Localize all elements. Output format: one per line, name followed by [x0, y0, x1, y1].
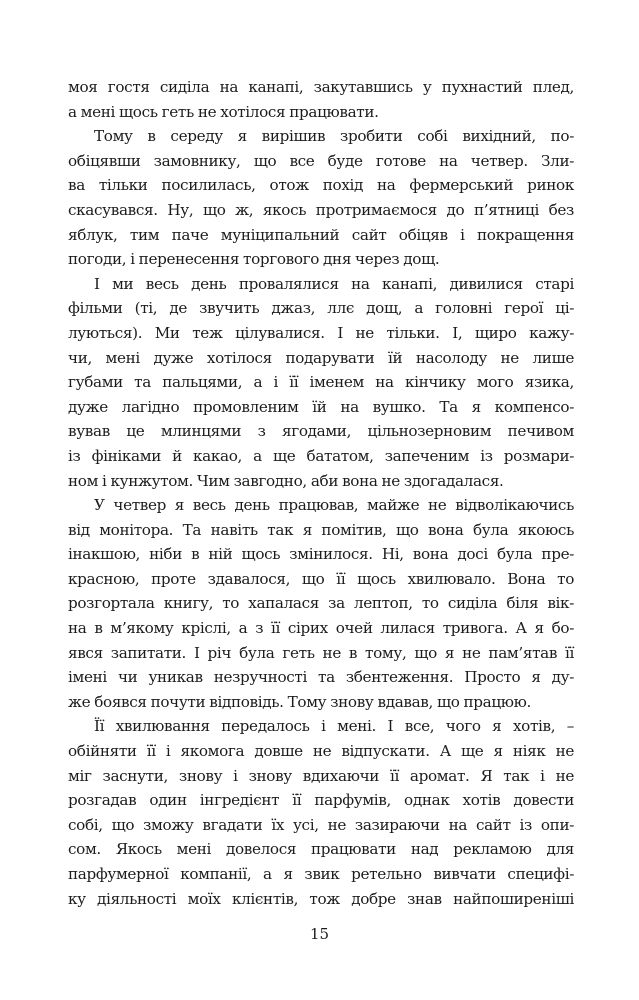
text-line: імені чи уникав незручності та збентеження. Просто я ду- — [68, 668, 574, 687]
text-line: обіцявши замовнику, що все буде готове на четвер. Зли- — [68, 151, 574, 170]
text-line: а мені щось геть не хотілося працювати. — [68, 102, 379, 121]
text-line: ном і кунжутом. Чим завгодно, аби вона не здогадалася. — [68, 471, 504, 490]
text-line: із фініками й какао, а ще бататом, запеченим із розмари- — [68, 446, 574, 465]
text-line: моя гостя сиділа на канапі, закутавшись у пухнастий плед, — [68, 78, 574, 96]
text-line: І ми весь день провалялися на канапі, дивилися старі — [94, 274, 574, 293]
text-line: обійняти її і якомога довше не відпускати. А ще я ніяк не — [68, 742, 574, 761]
text-line: Її хвилювання передалось і мені. І все, чого я хотів, – — [94, 717, 574, 736]
text-line: фільми (ті, де звучить джаз, ллє дощ, а головні герої ці- — [68, 299, 574, 318]
book-page-text — [68, 75, 574, 911]
text-line: У четвер я весь день працював, майже не відволікаючись — [94, 496, 574, 515]
text-line: від монітора. Та навіть так я помітив, що вона була якоюсь — [68, 520, 574, 539]
text-line: губами та пальцями, а і її іменем на кінчику мого язика, — [68, 373, 574, 392]
text-line: ку діяльності моїх клієнтів, тож добре знав найпоширеніші — [68, 889, 574, 908]
text-line: дуже лагідно промовленим їй на вушко. Та я компенсо- — [68, 397, 574, 416]
text-line: сом. Якось мені довелося працювати над рекламою для — [68, 840, 574, 859]
text-line: розгортала книгу, то хапалася за лептоп, то сиділа біля вік- — [68, 594, 574, 613]
text-line: погоди, і перенесення торгового дня через дощ. — [68, 250, 440, 269]
text-line: луються). Ми теж цілувалися. І не тільки. І, щиро кажу- — [68, 323, 574, 342]
text-line: чи, мені дуже хотілося подарувати їй насолоду не лише — [68, 348, 574, 367]
text-line: красною, проте здавалося, що її щось хвилювало. Вона то — [68, 569, 574, 588]
text-line: вував це млинцями з ягодами, цільнозерновим печивом — [68, 422, 574, 441]
text-line: парфумерної компанії, а я звик ретельно вивчати специфі- — [68, 865, 574, 883]
text-line: Тому в середу я вирішив зробити собі вихідний, по- — [94, 127, 574, 146]
text-line: собі, що зможу вгадати їх усі, не зазираючи на сайт із опи- — [68, 815, 574, 834]
text-line: інакшою, ніби в ній щось змінилося. Ні, вона досі була пре- — [68, 545, 574, 564]
text-line: розгадав один інгредієнт її парфумів, однак хотів довести — [68, 791, 574, 810]
text-line: ва тільки посилилась, отож похід на фермерський ринок — [68, 176, 574, 195]
text-line: яблук, тим паче муніципальний сайт обіцяв і покращення — [68, 225, 574, 244]
page-number: 15 — [309, 925, 330, 943]
text-line: міг заснути, знову і знову вдихаючи її аромат. Я так і не — [68, 766, 574, 785]
text-line: явся запитати. І річ була геть не в тому, що я не пам’ятав її — [68, 643, 574, 662]
text-line: скасувався. Ну, що ж, якось протримаємося до п’ятниці без — [68, 200, 574, 219]
text-line: же боявся почути відповідь. Тому знову вдавав, що працюю. — [68, 692, 531, 711]
text-line: на в м’якому кріслі, а з її сірих очей лилася тривога. А я бо- — [68, 619, 574, 638]
